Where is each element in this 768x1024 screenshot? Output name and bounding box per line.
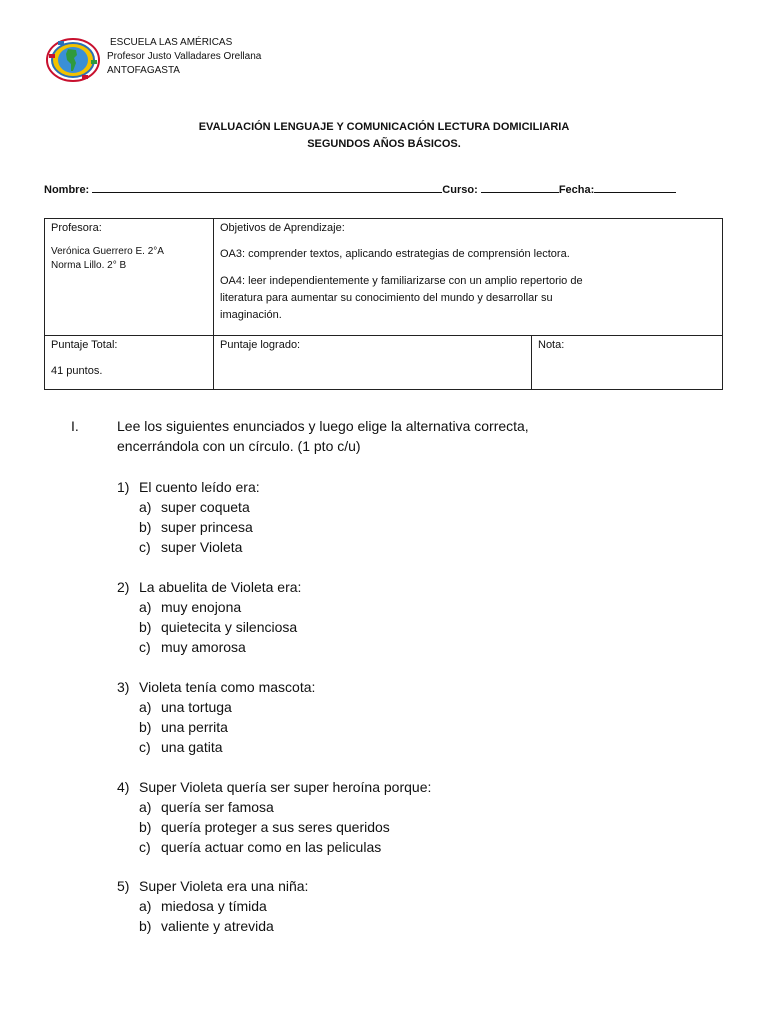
answer-option[interactable] bbox=[139, 837, 381, 857]
option-text: quería proteger a sus seres queridos bbox=[161, 819, 390, 835]
answer-option[interactable] bbox=[139, 697, 232, 717]
instructions-line-1: Lee los siguientes enunciados y luego elige la alternativa correcta, bbox=[117, 418, 529, 434]
option-letter: c) bbox=[139, 739, 151, 755]
option-letter: b) bbox=[139, 918, 152, 934]
profesora-cell bbox=[45, 219, 213, 274]
option-letter: c) bbox=[139, 539, 151, 555]
info-table bbox=[44, 218, 723, 390]
section-number: I. bbox=[71, 418, 79, 434]
oa4-line-2: literatura para aumentar su conocimiento del mundo y desarrollar su bbox=[220, 292, 553, 304]
section-instructions bbox=[117, 416, 637, 456]
oa3-text: OA3: comprender textos, aplicando estrategias de comprensión lectora. bbox=[220, 248, 570, 260]
puntaje-total-value: 41 puntos. bbox=[51, 365, 103, 377]
option-letter: b) bbox=[139, 719, 152, 735]
objetivos-label: Objetivos de Aprendizaje: bbox=[220, 222, 345, 234]
school-name: ESCUELA LAS AMÉRICAS bbox=[110, 37, 233, 48]
question bbox=[117, 677, 315, 697]
option-text: una tortuga bbox=[161, 699, 232, 715]
option-text: quería actuar como en las peliculas bbox=[161, 839, 382, 855]
answer-option[interactable] bbox=[139, 896, 267, 916]
option-text: valiente y atrevida bbox=[161, 918, 274, 934]
option-text: super Violeta bbox=[161, 539, 243, 555]
objetivos-cell bbox=[214, 219, 722, 325]
nota-cell[interactable] bbox=[532, 336, 722, 355]
option-text: una perrita bbox=[161, 719, 228, 735]
answer-option[interactable] bbox=[139, 597, 241, 617]
question-text: El cuento leído era: bbox=[139, 479, 260, 495]
student-fields-line bbox=[44, 182, 676, 196]
question-number: 4) bbox=[117, 779, 130, 795]
answer-option[interactable] bbox=[139, 517, 253, 537]
option-text: quería ser famosa bbox=[161, 799, 274, 815]
nombre-blank[interactable] bbox=[92, 182, 442, 193]
fecha-blank[interactable] bbox=[594, 182, 676, 193]
puntaje-logrado-cell[interactable] bbox=[214, 336, 531, 355]
question bbox=[117, 777, 431, 797]
answer-option[interactable] bbox=[139, 916, 274, 936]
school-header bbox=[107, 36, 261, 78]
option-letter: c) bbox=[139, 839, 151, 855]
answer-option[interactable] bbox=[139, 717, 228, 737]
option-letter: a) bbox=[139, 699, 152, 715]
profesora-label: Profesora: bbox=[51, 222, 102, 234]
question bbox=[117, 477, 260, 497]
option-text: super princesa bbox=[161, 519, 253, 535]
option-letter: b) bbox=[139, 519, 152, 535]
teacher-name: Profesor Justo Valladares Orellana bbox=[107, 51, 262, 62]
question-number: 3) bbox=[117, 679, 130, 695]
puntaje-logrado-label: Puntaje logrado: bbox=[220, 339, 301, 351]
fecha-label: Fecha: bbox=[558, 184, 595, 196]
answer-option[interactable] bbox=[139, 817, 390, 837]
answer-option[interactable] bbox=[139, 737, 223, 757]
question-text: Super Violeta era una niña: bbox=[139, 878, 309, 894]
option-letter: a) bbox=[139, 898, 152, 914]
nota-label: Nota: bbox=[538, 339, 565, 351]
profesora-2: Norma Lillo. 2° B bbox=[51, 260, 127, 271]
answer-option[interactable] bbox=[139, 617, 297, 637]
option-letter: b) bbox=[139, 819, 152, 835]
curso-label: Curso: bbox=[442, 184, 478, 196]
question-text: Super Violeta quería ser super heroína porque: bbox=[139, 779, 432, 795]
question-number: 1) bbox=[117, 479, 130, 495]
instructions-line-2: encerrándola con un círculo. (1 pto c/u) bbox=[117, 438, 361, 454]
curso-blank[interactable] bbox=[481, 182, 559, 193]
nombre-label: Nombre: bbox=[44, 184, 90, 196]
document-subtitle: SEGUNDOS AÑOS BÁSICOS. bbox=[307, 138, 461, 150]
option-letter: a) bbox=[139, 499, 152, 515]
oa4-line-3: imaginación. bbox=[220, 309, 282, 321]
school-logo-icon bbox=[46, 38, 100, 82]
answer-option[interactable] bbox=[139, 797, 274, 817]
option-letter: a) bbox=[139, 599, 152, 615]
question bbox=[117, 876, 308, 896]
puntaje-total-cell bbox=[45, 336, 213, 381]
option-letter: c) bbox=[139, 639, 151, 655]
puntaje-total-label: Puntaje Total: bbox=[51, 339, 118, 351]
option-text: muy enojona bbox=[161, 599, 242, 615]
question-number: 5) bbox=[117, 878, 130, 894]
option-text: una gatita bbox=[161, 739, 223, 755]
document-title: EVALUACIÓN LENGUAJE Y COMUNICACIÓN LECTURA DOMICILIARIA bbox=[198, 121, 570, 133]
question-number: 2) bbox=[117, 579, 130, 595]
answer-option[interactable] bbox=[139, 497, 250, 517]
question bbox=[117, 577, 301, 597]
oa4-line-1: OA4: leer independientemente y familiarizarse con un amplio repertorio de bbox=[220, 275, 583, 287]
option-letter: b) bbox=[139, 619, 152, 635]
answer-option[interactable] bbox=[139, 637, 246, 657]
option-text: super coqueta bbox=[161, 499, 250, 515]
question-text: La abuelita de Violeta era: bbox=[139, 579, 302, 595]
school-city: ANTOFAGASTA bbox=[107, 65, 180, 76]
option-text: muy amorosa bbox=[161, 639, 246, 655]
answer-option[interactable] bbox=[139, 537, 242, 557]
question-text: Violeta tenía como mascota: bbox=[139, 679, 316, 695]
option-text: miedosa y tímida bbox=[161, 898, 267, 914]
option-letter: a) bbox=[139, 799, 152, 815]
option-text: quietecita y silenciosa bbox=[161, 619, 298, 635]
profesora-1: Verónica Guerrero E. 2°A bbox=[51, 246, 164, 257]
